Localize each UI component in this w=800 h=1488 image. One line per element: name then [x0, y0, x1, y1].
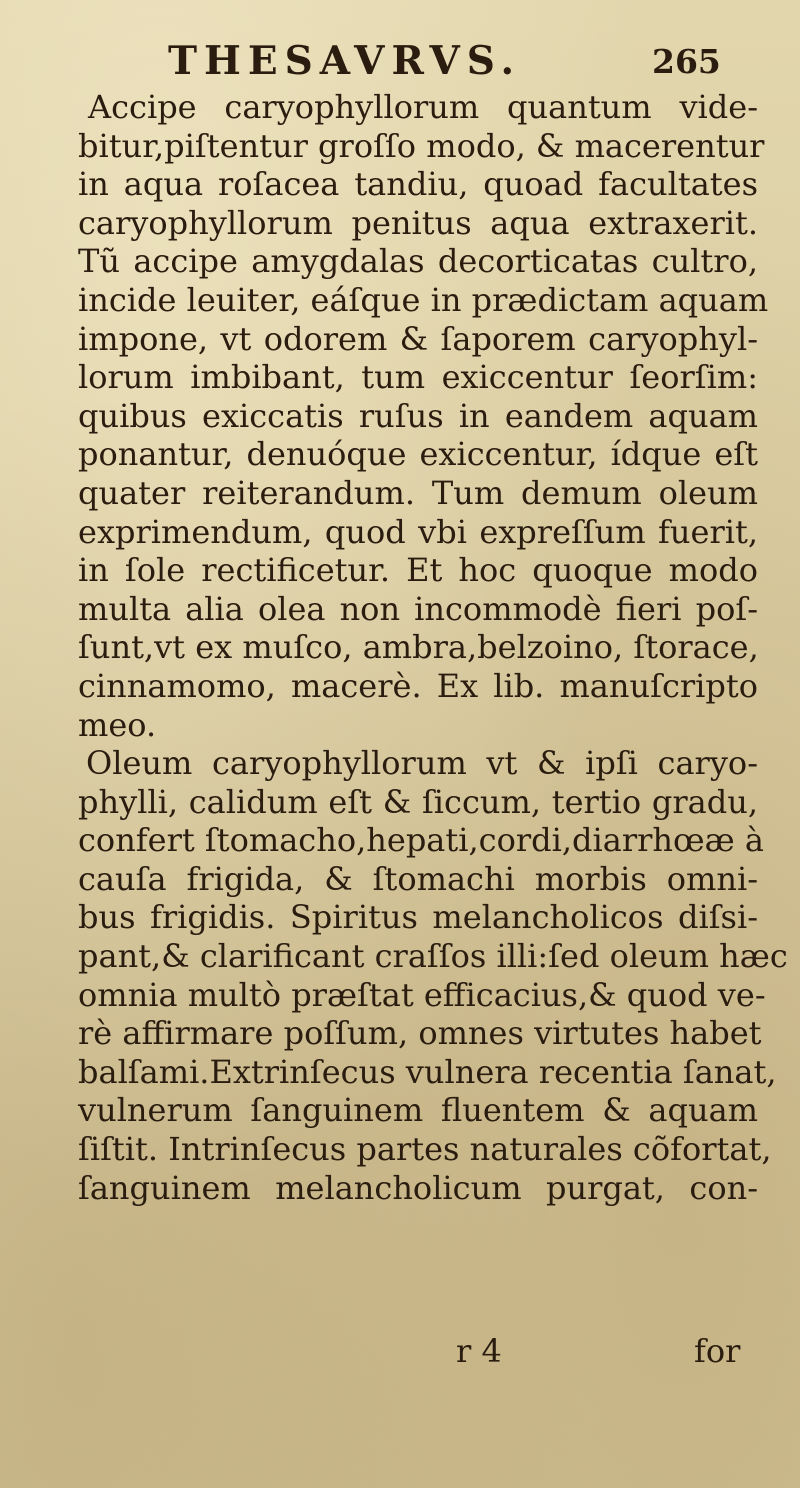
text-line: Accipe caryophyllorum quantum vide- — [88, 88, 758, 126]
catchword: for — [694, 1332, 741, 1370]
text-line: meo. — [78, 705, 157, 744]
text-line: balſami.Extrinſecus vulnera recentia ſanat, — [78, 1052, 777, 1091]
text-line: vulnerum ſanguinem fluentem & aquam — [78, 1091, 758, 1130]
text-line: confert ſtomacho,hepati,cordi,diarrhœæ à — [78, 821, 764, 860]
page-footer — [0, 1332, 800, 1372]
text-line: Tũ accipe amygdalas decorticatas cultro, — [78, 242, 758, 281]
text-line: quibus exiccatis ruſus in eandem aquam — [78, 396, 758, 435]
running-title: THESAVRVS. — [168, 38, 522, 84]
text-line: ponantur, denuóque exiccentur, ídque eſt — [78, 435, 758, 474]
text-line: cinnamomo, macerè. Ex lib. manuſcripto — [78, 666, 758, 705]
text-line: pant,& clarificant craſſos illi:ſed oleum hæc — [78, 937, 788, 976]
text-line: lorum imbibant, tum exiccentur ſeorſim: — [78, 358, 758, 397]
text-line: rè affirmare poſſum, omnes virtutes habet — [78, 1014, 762, 1053]
text-line: omnia multò præſtat efficacius,& quod ve- — [78, 975, 766, 1014]
page-header — [0, 30, 800, 90]
text-line: in ſole rectificetur. Et hoc quoque modo — [78, 551, 758, 590]
page-number: 265 — [652, 42, 721, 81]
text-line: quater reiterandum. Tum demum oleum — [78, 473, 758, 512]
text-line: impone, vt odorem & ſaporem caryophyl- — [78, 319, 758, 358]
text-line: bus frigidis. Spiritus melancholicos diſsi- — [78, 898, 758, 937]
text-line: phylli, calidum eſt & ſiccum, tertio gradu, — [78, 782, 758, 821]
text-line: incide leuiter, eáſque in prædictam aquam — [78, 280, 769, 319]
text-line: Oleum caryophyllorum vt & ipſi caryo- — [86, 744, 758, 783]
text-line: in aqua roſacea tandiu, quoad facultates — [78, 165, 758, 204]
text-line: ſiſtit. Intrinſecus partes naturales cõfortat, — [78, 1130, 772, 1169]
text-line: caryophyllorum penitus aqua extraxerit. — [78, 203, 758, 242]
body-text — [78, 88, 788, 1207]
text-line: ſanguinem melancholicum purgat, con- — [78, 1168, 758, 1207]
text-line: bitur,piſtentur groſſo modo, & macerentur — [78, 126, 765, 165]
text-line: ſunt,vt ex muſco, ambra,belzoino, ſtorace, — [78, 628, 759, 667]
text-line: multa alia olea non incommodè fieri poſ- — [78, 589, 758, 628]
signature-mark: r 4 — [456, 1332, 502, 1370]
text-line: cauſa frigida, & ſtomachi morbis omni- — [78, 859, 758, 898]
text-line: exprimendum, quod vbi expreſſum fuerit, — [78, 512, 758, 551]
